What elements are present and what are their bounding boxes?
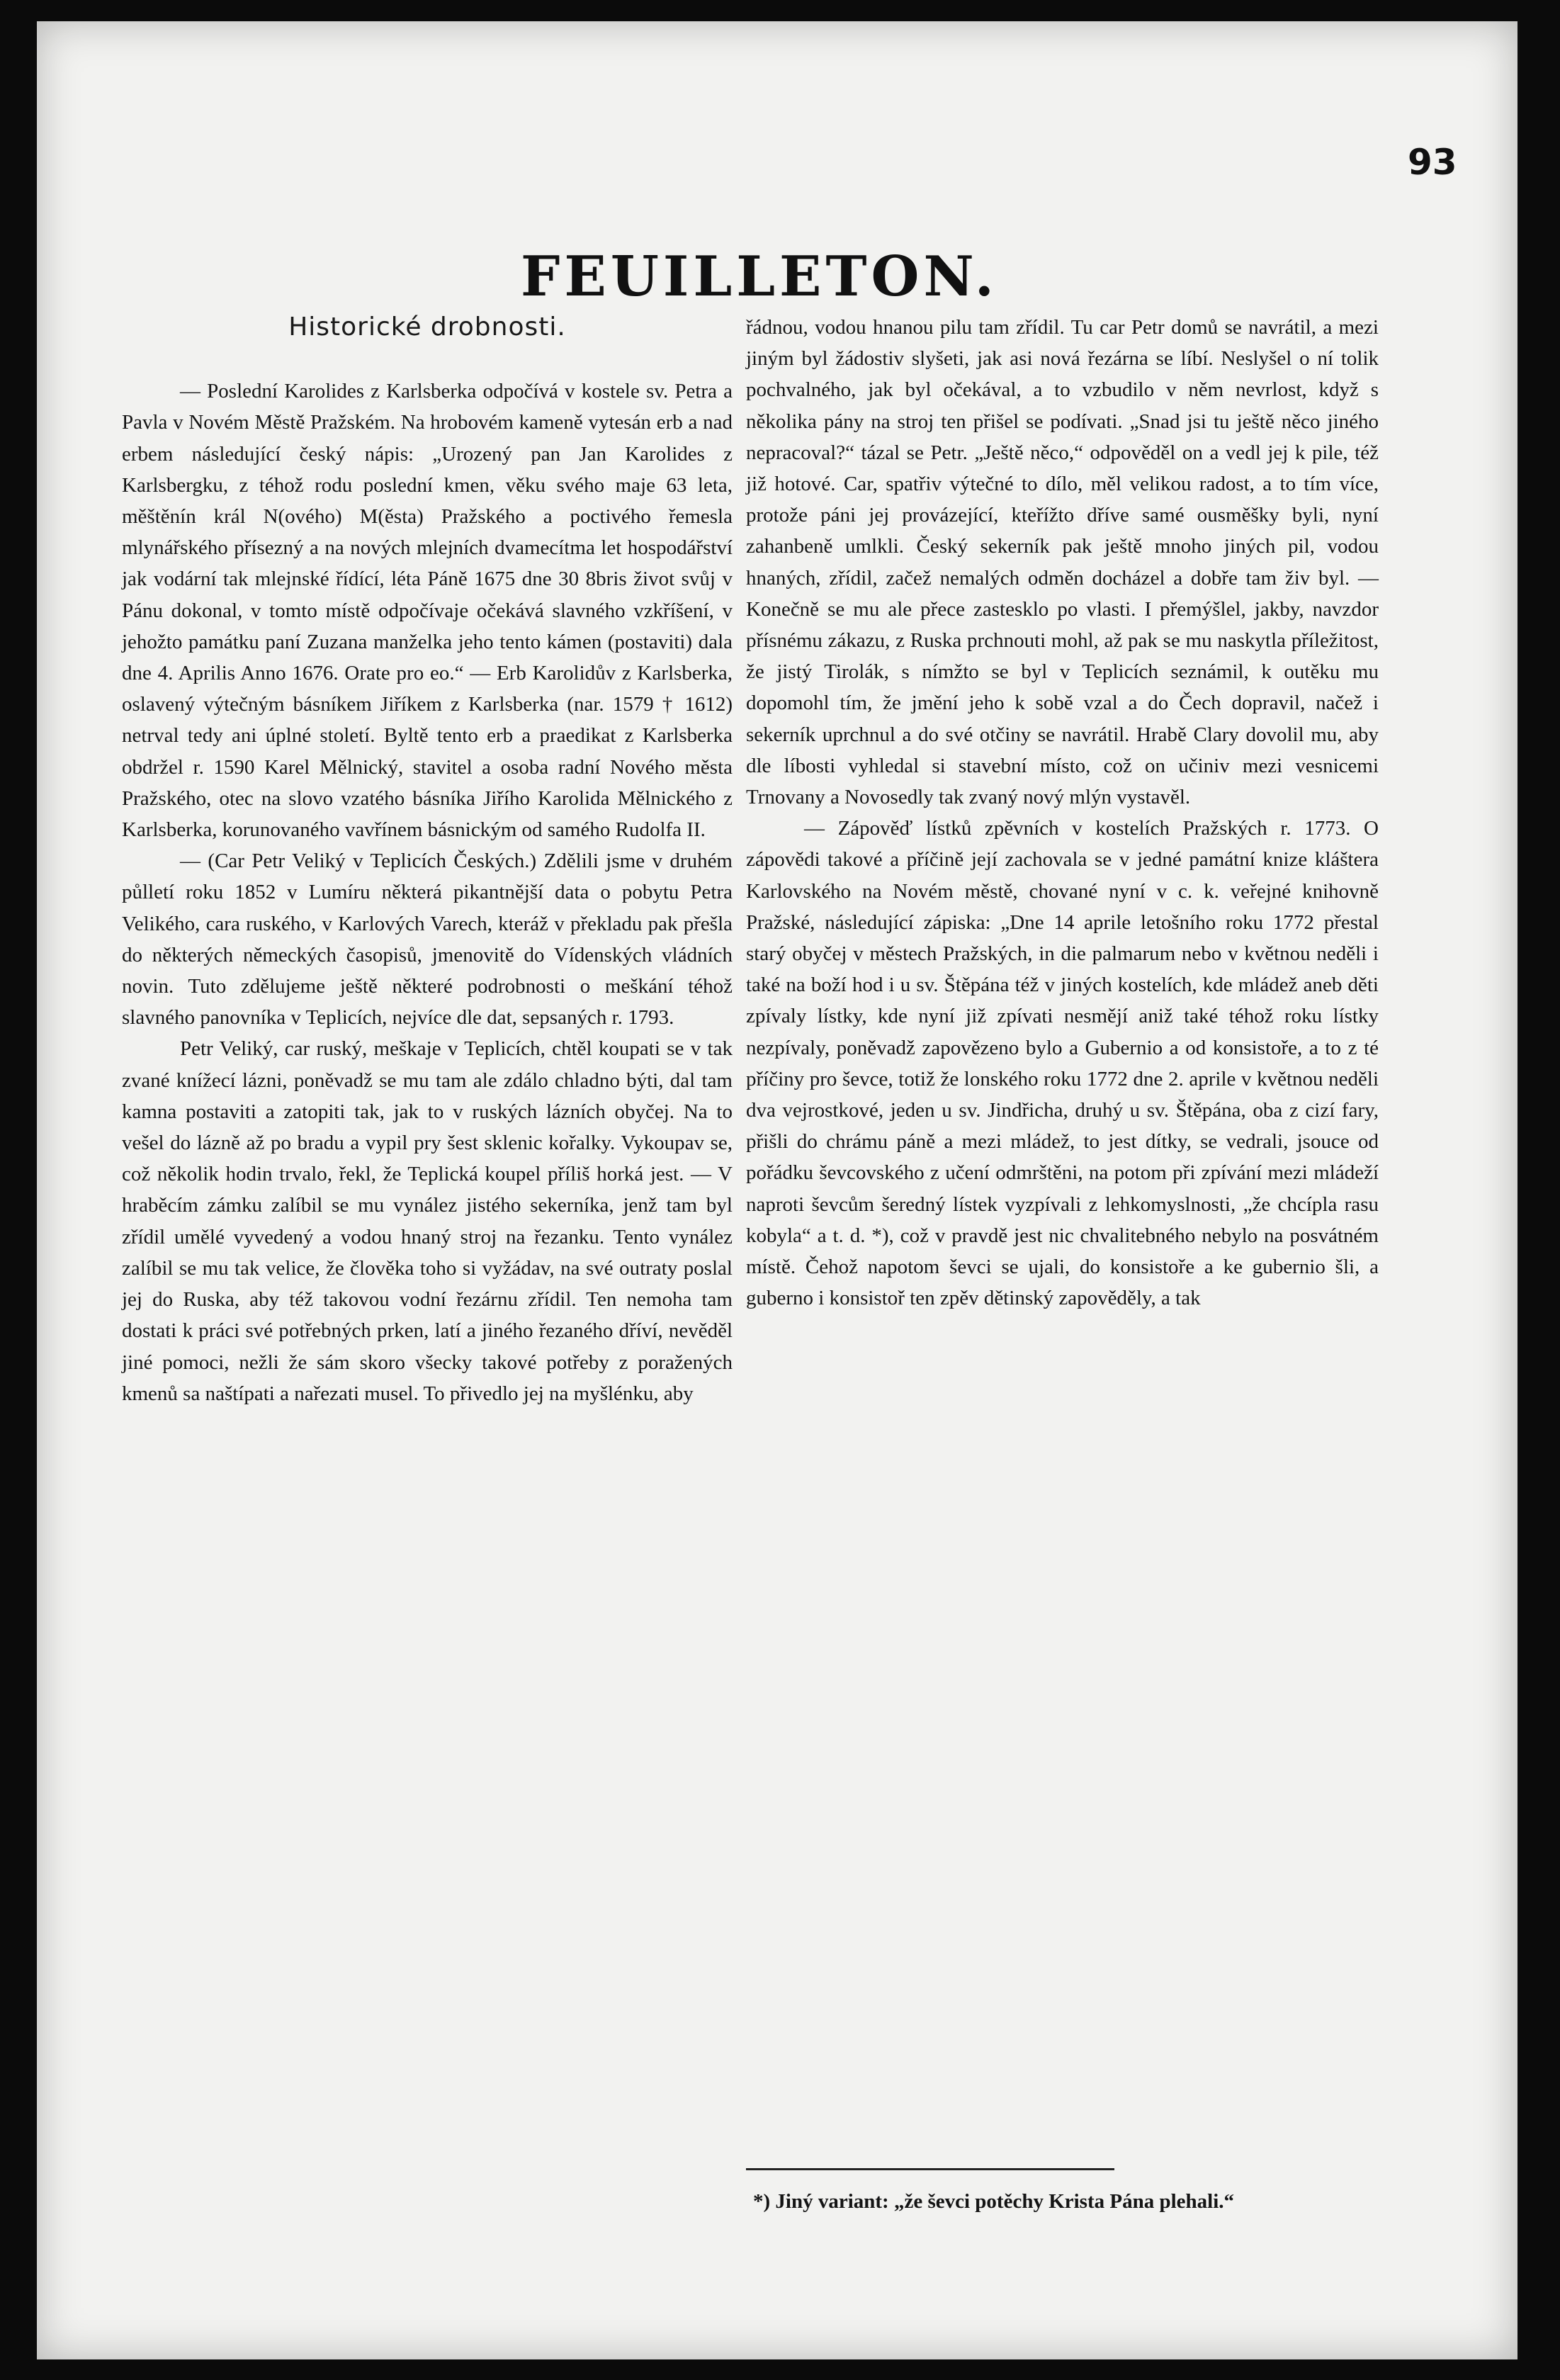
paragraph: — Zápověď lístků zpěvních v kostelích Pražských r. 1773. O zápovědi takové a příčině její zachovala se v jedné památní knize kláštera Karlovského na Novém městě, chované nyní v c. k. veřejné knihovně Pražské, následující zápiska: „Dne 14 aprile letošního roku 1772 přestal starý obyčej v městech Pražských, in die palmarum nebo v květnou neděli i také na boží hod i u sv. Štěpána též v jiných kostelích, kde mládež aneb děti zpívaly lístky, kde nyní již zpívati nesmějí aniž také téhož roku lístky nezpívaly, poněvadž zapovězeno bylo a Gubernio a od konsistoře, a to z té příčiny pro ševce, totiž že lonského roku 1772 dne 2. aprile v květnou neděli dva vejrostkové, jeden u sv. Jindřicha, druhý u sv. Štěpána, oba z cizí fary, přišli do chrámu páně a mezi mládež, to jest dítky, se vedrali, jsouce od pořádku ševcovského z učení odmrštěni, na potom při zpívání mezi mládeží naproti ševcům šeredný lístek vyzpívali z lehkomyslnosti, „že chcípla rasu kobyla“ a t. d. *), což v pravdě jest nic chvalitebného nebylo na posvátném místě. Čehož napotom ševci se ujali, do konsistoře a ke gubernio šli, a guberno i konsistoř ten zpěv dětinský zapověděly, a tak: [746, 817, 1379, 1310]
left-column: [122, 312, 733, 1409]
paragraph: Petr Veliký, car ruský, meškaje v Teplicích, chtěl koupati se v tak zvané knížecí lázni, poněvadž se mu tam ale zdálo chladno býti, dal tam kamna postaviti a zatopiti tak, jak to v ruských lázních obyčej. Na to vešel do lázně až po bradu a vypil pry šest sklenic kořalky. Vykoupav se, což několik hodin trvalo, řekl, že Teplická koupel příliš horká jest. — V hraběcím zámku zalíbil se mu vynález jistého sekerníka, jenž tam byl zřídil umělé vyvedený a vodou hnaný stroj na řezanku. Tento vynález zalíbil se mu tak velice, že člověka toho si vyžádav, na své outraty poslal jej do Ruska, aby též takovou vodní řezárnu zřídil. Ten nemoha tam dostati k práci své potřebných prken, latí a jiného řezaného dříví, nevěděl jiné pomoci, nežli že sám skoro všecky takové potřeby z poražených kmenů sa naštípati a nařezati musel. To přivedlo jej na myšlénku, aby: [122, 1037, 733, 1405]
footnote-rule: [746, 2168, 1114, 2186]
section-heading: FEUILLETON.: [521, 244, 998, 309]
footnote: *) Jiný variant: „že ševci potěchy Krista Pána plehali.“: [753, 2190, 1235, 2213]
paragraph: — (Car Petr Veliký v Teplicích Českých.) Zdělili jsme v druhém půlletí roku 1852 v Lumíru některá pikantnější data o pobytu Petra Velikého, cara ruského, v Karlových Varech, kteráž v překladu pak přešla do některých německých časopisů, jmenovitě do Vídenských vládních novin. Tuto zdělujeme ještě některé podrobnosti o meškání téhož slavného panovníka v Teplicích, nejvíce dle dat, sepsaných r. 1793.: [122, 850, 733, 1030]
article-subheading: Historické drobnosti.: [288, 312, 566, 342]
page-number: 93: [1408, 142, 1457, 183]
paragraph: řádnou, vodou hnanou pilu tam zřídil. Tu car Petr domů se navrátil, a mezi jiným byl žádostiv slyšeti, jak asi nová řezárna se líbí. Neslyšel o ní tolik pochvalného, jak byl očekával, a to vzbudilo v něm nevrlost, když s několika pány na stroj ten přišel se podívati. „Snad jsi tu ještě něco jiného nepracoval?“ tázal se Petr. „Ještě něco,“ odpověděl on a vedl jej k pile, též již hotové. Car, spatřiv výtečné to dílo, měl velikou radost, a to tím více, protože páni jej provázející, kteřížto dříve samé ousměšky byli, nyní zahanbeně umlkli. Český sekerník pak ještě mnoho jiných pil, vodou hnaných, zřídil, začež nemalých odměn docházel a dobře tam živ byl. — Konečně se mu ale přece zastesklo po vlasti. I přemýšlel, jakby, navzdor přísnému zákazu, z Ruska prchnouti mohl, až pak se mu naskytla příležitost, že jistý Tirolák, s nímžto se byl v Teplicích seznámil, k outěku mu dopomohl tím, že jmění jeho k sobě vzal a do Čech dopravil, načež i sekerník uprchnul a do své otčiny se navrátil. Hrabě Clary dovolil mu, aby dle líbosti vyhledal si stavební místo, což on učiniv mezi vesnicemi Trnovany a Novosedly tak zvaný nový mlýn vystavěl.: [746, 316, 1379, 809]
right-column: [746, 312, 1379, 1314]
paragraph: — Poslední Karolides z Karlsberka odpočívá v kostele sv. Petra a Pavla v Novém Městě Pražském. Na hrobovém kameně vytesán erb a nad erbem následující český nápis: „Urozený pan Jan Karolides z Karlsbergku, z téhož rodu poslední kmen, věku svého maje 63 leta, měštěnín král N(ového) M(ěsta) Pražského a poctivého řemesla mlynářského přísezný a na nových mlejních dvamecítma let hospodářství jak vodární tak mlejnské řídící, léta Páně 1675 dne 30 8bris život svůj v Pánu dokonal, v tomto místě odpočívaje očekává slavného vzkříšení, v jehožto památku paní Zuzana manželka jeho tento kámen (postaviti) dala dne 4. Aprilis Anno 1676. Orate pro eo.“ — Erb Karolidův z Karlsberka, oslavený výtečným básníkem Jiříkem z Karlsberka (nar. 1579 † 1612) netrval tedy ani úplné století. Byltě tento erb a praedikat z Karlsberka obdržel r. 1590 Karel Mělnický, stavitel a osoba radní Nového města Pražského, otec na slovo vzatého básníka Jiřího Karolida Mělnického z Karlsberka, korunovaného vavřínem básnickým od samého Rudolfa II.: [122, 380, 733, 842]
footnote-area: [746, 2140, 1379, 2217]
